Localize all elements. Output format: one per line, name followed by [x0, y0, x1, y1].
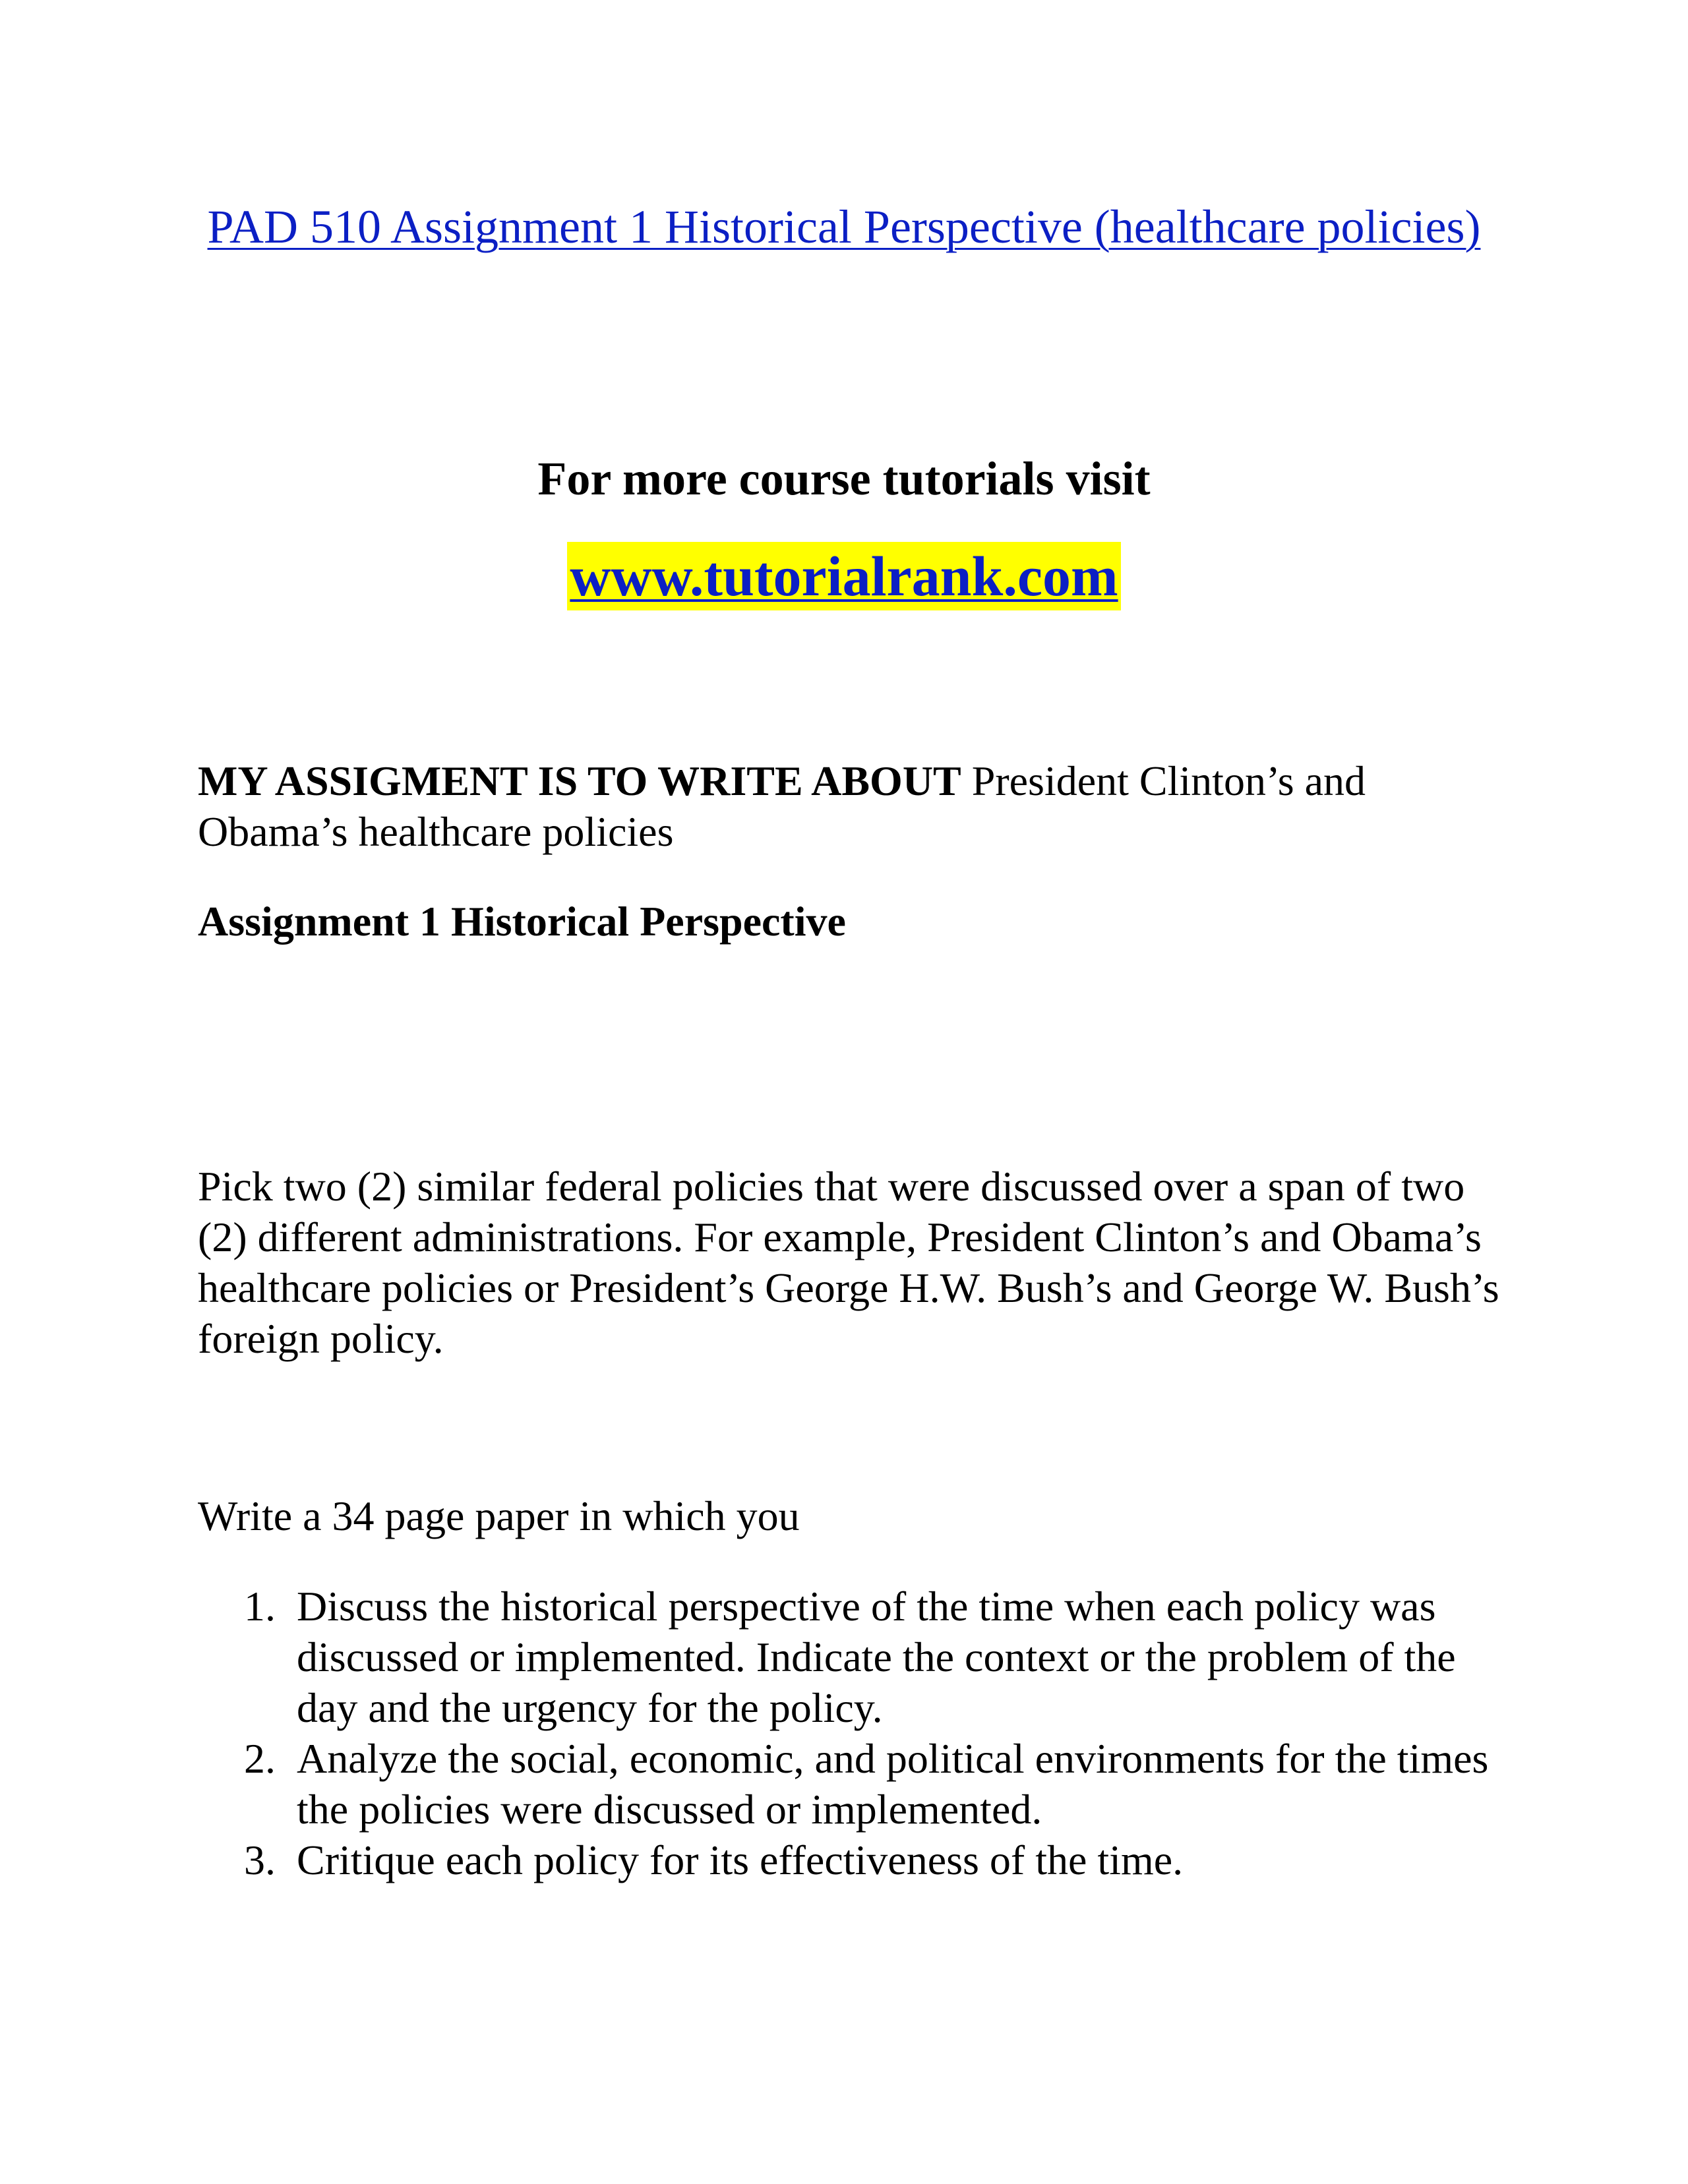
- task-text: Critique each policy for its effectiveness of the time.: [297, 1837, 1184, 1883]
- task-number: 3.: [244, 1837, 276, 1883]
- promo-url-link[interactable]: www.tutorialrank.com: [567, 542, 1120, 610]
- assignment-topic-label: MY ASSIGMENT IS TO WRITE ABOUT: [198, 757, 961, 804]
- instructions-paragraph: Pick two (2) similar federal policies that were discussed over a span of two (2) different administrations. For example, President Clinton’s and Obama’s healthcare policies or President’s George H.W. Bush’s and George W. Bush’s foreign policy.: [198, 1163, 1499, 1362]
- task-item-3: [198, 1835, 1510, 1885]
- assignment-topic-text: President Clinton’s and Obama’s healthcare policies: [198, 757, 1366, 855]
- title-link[interactable]: PAD 510 Assignment 1 Historical Perspective (healthcare policies): [207, 200, 1481, 253]
- task-item-1: [198, 1581, 1510, 1733]
- assignment-topic: [198, 755, 1510, 857]
- promo-text: For more course tutorials visit: [537, 452, 1151, 505]
- task-text: Discuss the historical perspective of the time when each policy was discussed or implemented. Indicate the context or the problem of the day and the urgency for the policy.: [297, 1583, 1456, 1731]
- task-number: 1.: [244, 1583, 276, 1630]
- task-text: Analyze the social, economic, and political environments for the times the policies were discussed or implemented.: [297, 1735, 1489, 1833]
- task-list: [198, 1581, 1510, 1885]
- section-heading: Assignment 1 Historical Perspective: [198, 898, 846, 945]
- paper-requirement: Write a 34 page paper in which you: [198, 1492, 800, 1539]
- promo-url-container: [0, 542, 1688, 610]
- task-item-2: [198, 1733, 1510, 1835]
- task-number: 2.: [244, 1735, 276, 1782]
